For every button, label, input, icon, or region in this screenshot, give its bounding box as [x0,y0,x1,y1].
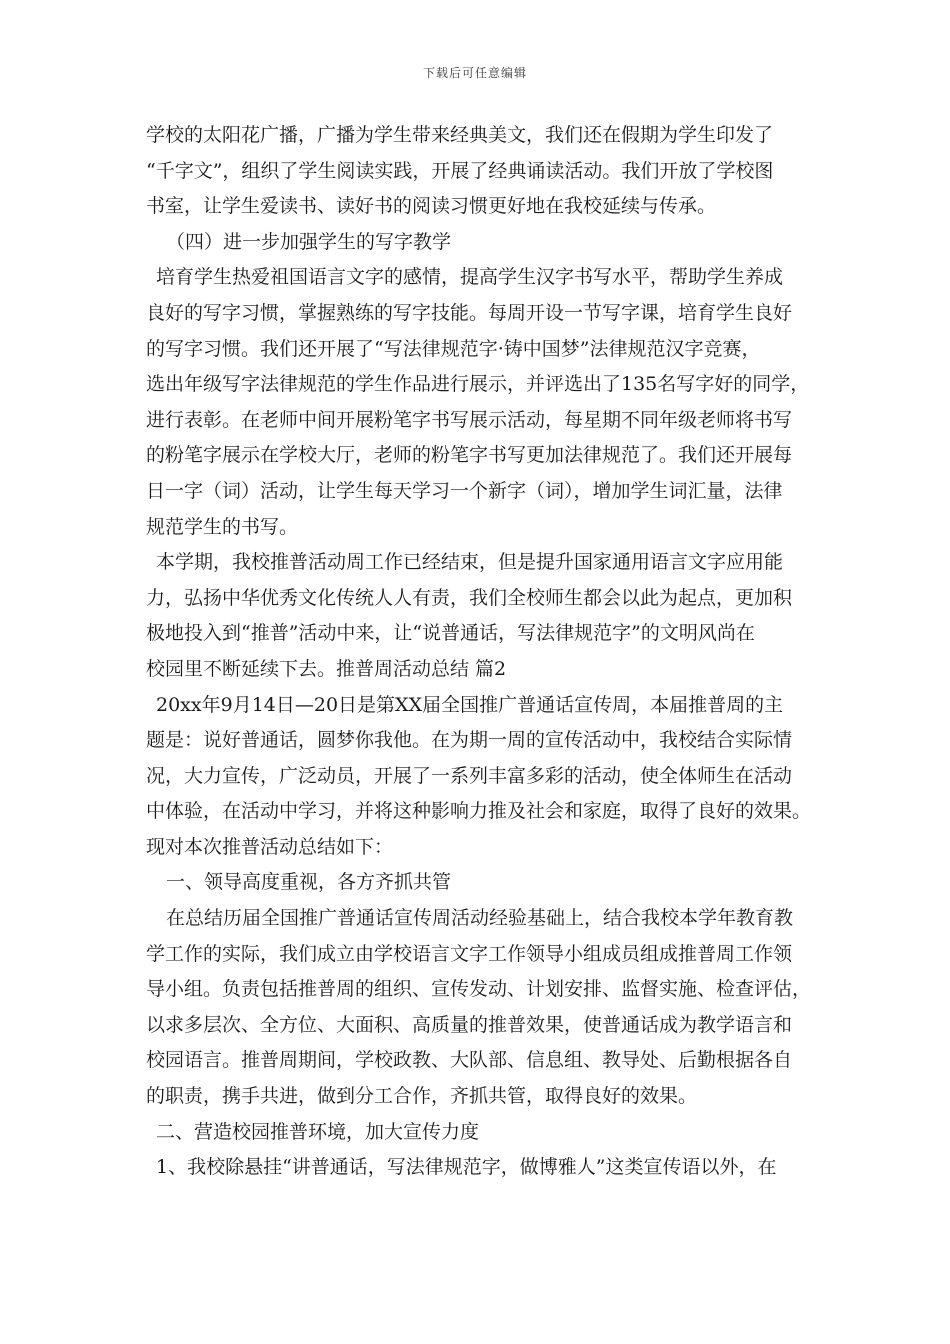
text-line: 日一字（词）活动，让学生每天学习一个新字（词），增加学生词汇量，法律 [146,479,783,502]
text-line: 的粉笔字展示在学校大厅，老师的粉笔字书写更加法律规范了。我们还开展每 [146,444,793,467]
text-line: 的写字习惯。我们还开展了“写法律规范字·铸中国梦”法律规范汉字竞赛， [146,337,761,360]
text-line: 以求多层次、全方位、大面积、高质量的推普效果，使普通话成为教学语言和 [146,1013,793,1036]
text-line: 选出年级写字法律规范的学生作品进行展示，并评选出了135名写字好的同学， [146,373,810,396]
text-line: 规范学生的书写。 [146,515,299,538]
text-line: 良好的写字习惯，掌握熟练的写字技能。每周开设一节写字课，培育学生良好 [146,301,793,324]
text-line: 在总结历届全国推广普通话宣传周活动经验基础上，结合我校本学年教育教 [166,907,794,930]
text-line: 况，大力宣传，广泛动员，开展了一系列丰富多彩的活动，使全体师生在活动 [146,764,793,787]
text-line: 学校的太阳花广播，广播为学生带来经典美文，我们还在假期为学生印发了 [146,124,774,146]
text-line: “千字文”，组织了学生阅读实践，开展了经典诵读活动。我们开放了学校图 [146,159,774,182]
text-line: 20xx年9月14日—20日是第XX届全国推广普通话宣传周，本届推普周的主 [156,693,784,716]
text-line: 校园里不断延续下去。推普周活动总结 篇2 [146,657,507,680]
text-line: 书室，让学生爱读书、读好书的阅读习惯更好地在我校延续与传承。 [146,195,717,218]
text-line: 二、营造校园推普环境，加大宣传力度 [156,1120,480,1143]
document-body [146,118,826,1186]
text-line: 一、领导高度重视，各方齐抓共管 [166,871,452,894]
text-line: 学工作的实际，我们成立由学校语言文字工作领导小组成员组成推普周工作领 [146,942,793,965]
text-line: （四）进一步加强学生的写字教学 [166,230,452,253]
text-line: 培育学生热爱祖国语言文字的感情，提高学生汉字书写水平，帮助学生养成 [156,266,784,289]
text-line: 进行表彰。在老师中间开展粉笔字书写展示活动，每星期不同年级老师将书写 [146,408,793,431]
text-line: 现对本次推普活动总结如下： [146,835,394,858]
text-line: 校园语言。推普周期间，学校政教、大队部、信息组、教导处、后勤根据各自 [146,1049,793,1072]
page-header: 下载后可任意编辑 [422,66,527,80]
text-line: 本学期，我校推普活动周工作已经结束，但是提升国家通用语言文字应用能 [156,551,784,574]
text-line: 题是：说好普通话，圆梦你我他。在为期一周的宣传活动中，我校结合实际情 [146,729,793,752]
text-line: 力，弘扬中华优秀文化传统人人有责，我们全校师生都会以此为起点，更加积 [146,586,793,609]
text-line: 的职责，携手共进，做到分工合作，齐抓共管，取得良好的效果。 [146,1085,698,1108]
text-line: 极地投入到“推普”活动中来，让“说普通话，写法律规范字”的文明风尚在 [146,622,755,645]
text-line: 1、我校除悬挂“讲普通话，写法律规范字，做博雅人”这类宣传语以外，在 [156,1156,777,1179]
text-line: 导小组。负责包括推普周的组织、宣传发动、计划安排、监督实施、检查评估， [146,978,812,1001]
text-line: 中体验，在活动中学习，并将这种影响力推及社会和家庭，取得了良好的效果。 [146,800,812,823]
